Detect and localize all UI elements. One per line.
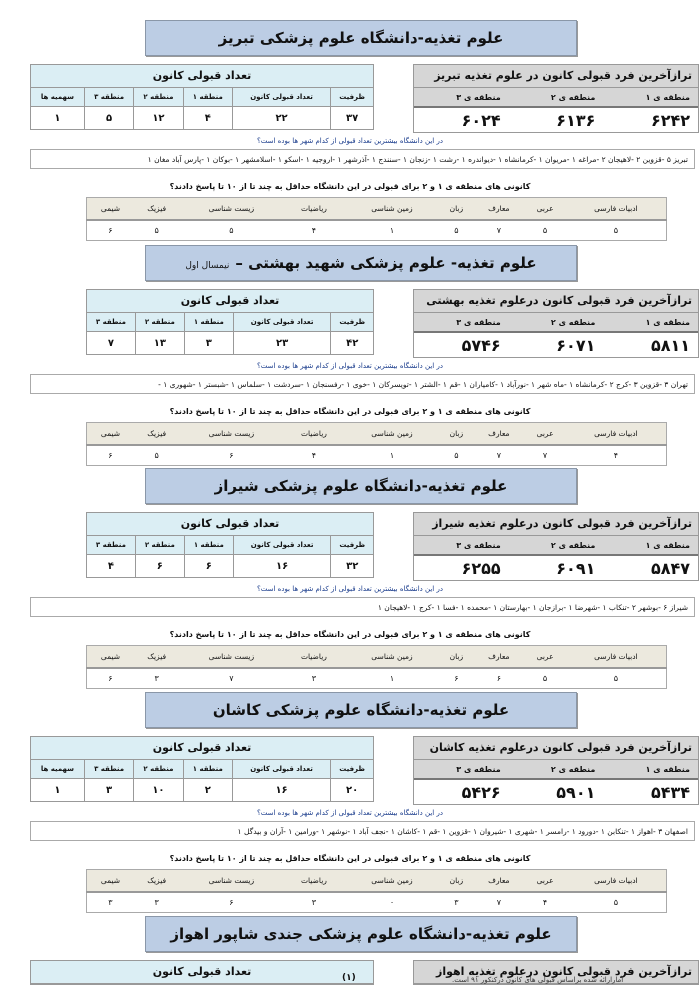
count-value: ۶ — [135, 555, 184, 578]
count-col-header: ظرفیت — [331, 536, 373, 555]
rank-title: ترازآخرین فرد قبولی کانون درعلوم تغذیه اهواز — [414, 961, 698, 984]
count-header: تعداد قبولی کانون — [31, 961, 373, 984]
count-value: ۱۶ — [232, 779, 330, 802]
grade-value: ۵ — [542, 226, 548, 235]
rank-title: ترازآخرین فرد قبولی کانون در علوم تغذیه تبریز — [414, 65, 698, 88]
grade-col-header: فیزیک — [134, 423, 179, 446]
count-header: تعداد قبولی کانون — [31, 737, 373, 760]
grade-value: ۳ — [108, 898, 113, 907]
grade-col-header: عربی — [524, 646, 565, 669]
title-text: علوم تغذیه-دانشگاه علوم پزشکی شیراز — [214, 477, 508, 495]
grade-value: ۷ — [229, 674, 234, 683]
rank-box — [413, 289, 699, 358]
grade-value: ۷ — [496, 451, 501, 460]
grade-col-header: معارف — [473, 646, 524, 669]
grade-col-header: زیست شناسی — [179, 423, 283, 446]
count-col-header: ظرفیت — [331, 88, 373, 107]
grade-table — [86, 422, 667, 466]
count-col-header: منطقه ۲ — [135, 536, 184, 555]
count-col-header: منطقه ۱ — [183, 760, 232, 779]
grade-col-header: ادبیات فارسی — [566, 198, 667, 221]
count-value: ۴ — [183, 107, 232, 130]
count-value: ۳۷ — [331, 107, 373, 130]
grade-col-header: معارف — [473, 870, 524, 893]
count-col-header: منطقه ۲ — [134, 760, 183, 779]
rank-box — [413, 512, 699, 581]
section-title — [145, 916, 577, 952]
grade-col-header: زمین شناسی — [345, 870, 440, 893]
count-value: ۱۳ — [135, 332, 184, 355]
section-title — [145, 245, 577, 281]
grade-value: ۶ — [454, 674, 459, 683]
count-value: ۲۰ — [331, 779, 373, 802]
rank-title: ترازآخرین فرد قبولی کانون درعلوم تغذیه بهشتی — [414, 290, 698, 313]
grade-col-header: ریاضیات — [283, 646, 344, 669]
count-value: ۱۶ — [233, 555, 331, 578]
grade-value: ۴ — [311, 226, 317, 235]
rank-col-header: منطقه ی ۱ — [603, 760, 698, 779]
grade-question: کانونی های منطقه ی ۱ و ۲ برای قبولی در این دانشگاه حداقل به چند تا از ۱۰ تا پاسخ دادند؟ — [169, 182, 531, 191]
count-col-header: تعداد قبولی کانون — [233, 536, 331, 555]
count-header: تعداد قبولی کانون — [31, 65, 373, 88]
count-col-header: منطقه ۱ — [184, 536, 233, 555]
grade-value: ۵ — [229, 226, 234, 235]
rank-col-header: منطقه ی ۱ — [603, 536, 698, 555]
rank-box — [413, 64, 699, 133]
count-value: ۱۰ — [134, 779, 183, 802]
count-value: ۱ — [54, 112, 61, 124]
grade-col-header: ادبیات فارسی — [566, 646, 667, 669]
count-col-header: منطقه ۳ — [87, 313, 135, 332]
rank-box — [413, 736, 699, 805]
count-table — [87, 536, 373, 577]
count-value: ۴ — [107, 560, 114, 572]
section-title — [145, 468, 577, 504]
grade-col-header: زبان — [439, 646, 473, 669]
count-col-header: منطقه ۱ — [184, 313, 233, 332]
cities-question: در این دانشگاه بیشترین تعداد قبولی از کدام شهر ها بوده است؟ — [257, 809, 443, 817]
grade-col-header: ریاضیات — [283, 423, 344, 446]
count-col-header: منطقه ۲ — [135, 313, 184, 332]
title-text: علوم تغذیه-دانشگاه علوم پزشکی تبریز — [218, 29, 504, 47]
grade-value: ۵ — [154, 451, 159, 460]
rank-table — [414, 536, 698, 580]
rank-col-header: منطقه ی ۳ — [414, 536, 509, 555]
grade-value: ۵ — [542, 674, 548, 683]
grade-value: ۱ — [389, 674, 395, 683]
count-header: تعداد قبولی کانون — [87, 290, 373, 313]
grade-value: ۵ — [154, 226, 159, 235]
grade-col-header: فیزیک — [134, 870, 179, 893]
cities-list: اصفهان ۳ -اهواز ۱ -تنکابن ۱ -دورود ۱ -رامسر ۱ -شهری ۱ -شیروان ۱ -قزوین ۱ -قم ۱ -کاشان ۱ -نجف آباد ۱ -نوشهر ۱ -ورامین ۱ -آران و بیدگل ۱ — [30, 821, 695, 841]
count-box — [30, 736, 374, 802]
grade-value: ۳ — [454, 898, 459, 907]
count-col-header: منطقه ۳ — [84, 88, 133, 107]
count-value: ۶ — [184, 555, 233, 578]
grade-col-header: ریاضیات — [283, 198, 344, 221]
grade-col-header: زمین شناسی — [345, 423, 440, 446]
rank-table — [414, 313, 698, 357]
grade-col-header: فیزیک — [134, 198, 179, 221]
grade-col-header: زمین شناسی — [345, 198, 440, 221]
count-box — [30, 960, 374, 985]
grade-value: ۵ — [454, 451, 459, 460]
grade-col-header: زیست شناسی — [179, 198, 283, 221]
rank-value: ۵۴۳۴ — [650, 782, 690, 802]
grade-value: ۶ — [108, 674, 113, 683]
grade-col-header: شیمی — [87, 423, 134, 446]
grade-value: ۵ — [613, 898, 619, 907]
title-text: علوم تغذیه- علوم پزشکی شهید بهشتی – — [235, 254, 537, 272]
grade-value: ۳ — [311, 898, 317, 907]
title-text: علوم تغذیه-دانشگاه علوم پزشکی جندی شاپور اهواز — [170, 925, 552, 943]
count-box — [30, 64, 374, 130]
grade-col-header: زیست شناسی — [179, 870, 283, 893]
count-col-header: ظرفیت — [331, 760, 373, 779]
grade-value: ۶ — [108, 226, 113, 235]
cities-list: تبریز ۵ -قزوین ۲ -لاهیجان ۲ -مراغه ۱ -مریوان ۱ -کرمانشاه ۱ -دیواندره ۱ -رشت ۱ -زنجان ۱ -سنندج ۱ -آذرشهر ۱ -اروجیه ۱ -اسکو ۱ -اسلامشهر ۱ -بوکان ۱ -پارس آباد مغان ۱ — [30, 149, 695, 169]
grade-col-header: عربی — [524, 198, 565, 221]
grade-value: ۳ — [154, 898, 159, 907]
count-col-header: سهمیه ها — [31, 88, 84, 107]
grade-col-header: معارف — [473, 198, 524, 221]
grade-value: ۷ — [542, 451, 548, 460]
grade-question: کانونی های منطقه ی ۱ و ۲ برای قبولی در این دانشگاه حداقل به چند تا از ۱۰ تا پاسخ دادند؟ — [169, 630, 531, 639]
rank-col-header: منطقه ی ۳ — [414, 760, 509, 779]
rank-value: ۶۰۷۱ — [556, 335, 596, 355]
grade-col-header: شیمی — [87, 198, 134, 221]
rank-col-header: منطقه ی ۱ — [603, 313, 698, 332]
count-value: ۳ — [184, 332, 233, 355]
rank-col-header: منطقه ی ۲ — [509, 313, 604, 332]
rank-value: ۵۸۴۷ — [650, 558, 690, 578]
rank-value: ۵۷۴۶ — [461, 335, 501, 355]
rank-col-header: منطقه ی ۳ — [414, 313, 509, 332]
count-table — [31, 88, 373, 129]
grade-value: ۳ — [154, 674, 159, 683]
grade-col-header: زبان — [439, 423, 473, 446]
grade-col-header: ادبیات فارسی — [566, 870, 667, 893]
rank-value: ۵۴۲۶ — [461, 782, 501, 802]
grade-col-header: زمین شناسی — [345, 646, 440, 669]
grade-value: ۵ — [613, 226, 619, 235]
count-col-header: منطقه ۱ — [183, 88, 232, 107]
grade-table — [86, 197, 667, 241]
grade-value: ۰ — [389, 898, 395, 907]
grade-value: ۶ — [229, 451, 234, 460]
grade-col-header: فیزیک — [134, 646, 179, 669]
count-col-header: منطقه ۳ — [87, 536, 135, 555]
grade-col-header: شیمی — [87, 646, 134, 669]
grade-value: ۶ — [229, 898, 234, 907]
grade-value: ۷ — [496, 226, 501, 235]
cities-question: در این دانشگاه بیشترین تعداد قبولی از کدام شهر ها بوده است؟ — [257, 585, 443, 593]
grade-col-header: زبان — [439, 198, 473, 221]
rank-value: ۶۰۲۴ — [461, 110, 501, 130]
count-table — [87, 313, 373, 354]
rank-value: ۶۲۴۲ — [650, 110, 690, 130]
count-value: ۲۳ — [233, 332, 331, 355]
grade-value: ۶ — [496, 674, 501, 683]
rank-col-header: منطقه ی ۲ — [509, 760, 604, 779]
count-value: ۴۲ — [331, 332, 373, 355]
count-col-header: منطقه ۲ — [134, 88, 183, 107]
count-value: ۵ — [84, 107, 133, 130]
rank-table — [414, 88, 698, 132]
rank-col-header: منطقه ی ۲ — [509, 88, 604, 107]
grade-value: ۵ — [613, 674, 619, 683]
grade-col-header: شیمی — [87, 870, 134, 893]
count-value: ۳ — [84, 779, 133, 802]
grade-value: ۴ — [311, 451, 317, 460]
rank-value: ۵۸۱۱ — [650, 335, 690, 355]
title-subtitle: نیمسال اول — [185, 261, 230, 271]
title-text: علوم تغذیه-دانشگاه علوم پزشکی کاشان — [212, 701, 510, 719]
grade-value: ۱ — [389, 451, 395, 460]
grade-table — [86, 869, 667, 913]
cities-list: شیراز ۶ -بوشهر ۲ -تنکاب ۱ -شهرضا ۱ -برازجان ۱ -بهارستان ۱ -محمده ۱ -فسا ۱ -کرج ۱ -لاهیجان ۱ — [30, 597, 695, 617]
rank-value: ۶۱۳۶ — [556, 110, 596, 130]
count-box — [86, 512, 374, 578]
cities-list: تهران ۳ -قزوین ۳ -کرج ۲ -کرمانشاه ۱ -ماه شهر ۱ -نورآباد ۱ -کامیاران ۱ -قم ۱ -الشتر ۱ -تویسرکان ۱ -خوی ۱ -رفسنجان ۱ -سردشت ۱ -سلماس ۱ -شبستر ۱ -شهوری ۱ - — [30, 374, 695, 394]
grade-col-header: معارف — [473, 423, 524, 446]
rank-value: ۶۰۹۱ — [556, 558, 596, 578]
grade-value: ۷ — [496, 898, 501, 907]
count-col-header: تعداد قبولی کانون — [232, 760, 330, 779]
count-value: ۷ — [107, 337, 114, 349]
grade-value: ۴ — [613, 451, 619, 460]
count-col-header: منطقه ۳ — [84, 760, 133, 779]
grade-question: کانونی های منطقه ی ۱ و ۲ برای قبولی در این دانشگاه حداقل به چند تا از ۱۰ تا پاسخ دادند؟ — [169, 854, 531, 863]
cities-question: در این دانشگاه بیشترین تعداد قبولی از کدام شهر ها بوده است؟ — [257, 137, 443, 145]
count-col-header: تعداد قبولی کانون — [233, 313, 331, 332]
section-title — [145, 20, 577, 56]
count-header: تعداد قبولی کانون — [87, 513, 373, 536]
rank-col-header: منطقه ی ۱ — [603, 88, 698, 107]
page-number: (۱) — [342, 973, 356, 983]
rank-value: ۵۹۰۱ — [556, 782, 596, 802]
rank-title: ترازآخرین فرد قبولی کانون درعلوم تغذیه کاشان — [414, 737, 698, 760]
rank-table — [414, 760, 698, 804]
count-value: ۲ — [183, 779, 232, 802]
grade-question: کانونی های منطقه ی ۱ و ۲ برای قبولی در این دانشگاه حداقل به چند تا از ۱۰ تا پاسخ دادند؟ — [169, 407, 531, 416]
count-value: ۱ — [54, 784, 61, 796]
grade-col-header: ریاضیات — [283, 870, 344, 893]
count-col-header: تعداد قبولی کانون — [232, 88, 330, 107]
count-box — [86, 289, 374, 355]
grade-value: ۳ — [311, 674, 317, 683]
rank-col-header: منطقه ی ۳ — [414, 88, 509, 107]
grade-col-header: زبان — [439, 870, 473, 893]
section-title — [145, 692, 577, 728]
cities-question: در این دانشگاه بیشترین تعداد قبولی از کدام شهر ها بوده است؟ — [257, 362, 443, 370]
count-value: ۳۲ — [331, 555, 373, 578]
grade-value: ۴ — [542, 898, 548, 907]
rank-title: ترازآخرین فرد قبولی کانون درعلوم تغذیه شیراز — [414, 513, 698, 536]
rank-col-header: منطقه ی ۲ — [509, 536, 604, 555]
count-col-header: سهمیه ها — [31, 760, 84, 779]
count-col-header: ظرفیت — [331, 313, 373, 332]
grade-value: ۶ — [108, 451, 113, 460]
grade-col-header: ادبیات فارسی — [566, 423, 667, 446]
grade-value: ۱ — [389, 226, 395, 235]
grade-col-header: عربی — [524, 870, 565, 893]
grade-value: ۵ — [454, 226, 459, 235]
count-value: ۲۲ — [232, 107, 330, 130]
count-table — [31, 760, 373, 801]
rank-value: ۶۲۵۵ — [461, 558, 501, 578]
grade-col-header: زیست شناسی — [179, 646, 283, 669]
count-value: ۱۲ — [134, 107, 183, 130]
grade-table — [86, 645, 667, 689]
grade-col-header: عربی — [524, 423, 565, 446]
footer-note: آمارارائه شده براساس قبولی های کانون درکنکور ۹۱ است. — [452, 976, 624, 984]
